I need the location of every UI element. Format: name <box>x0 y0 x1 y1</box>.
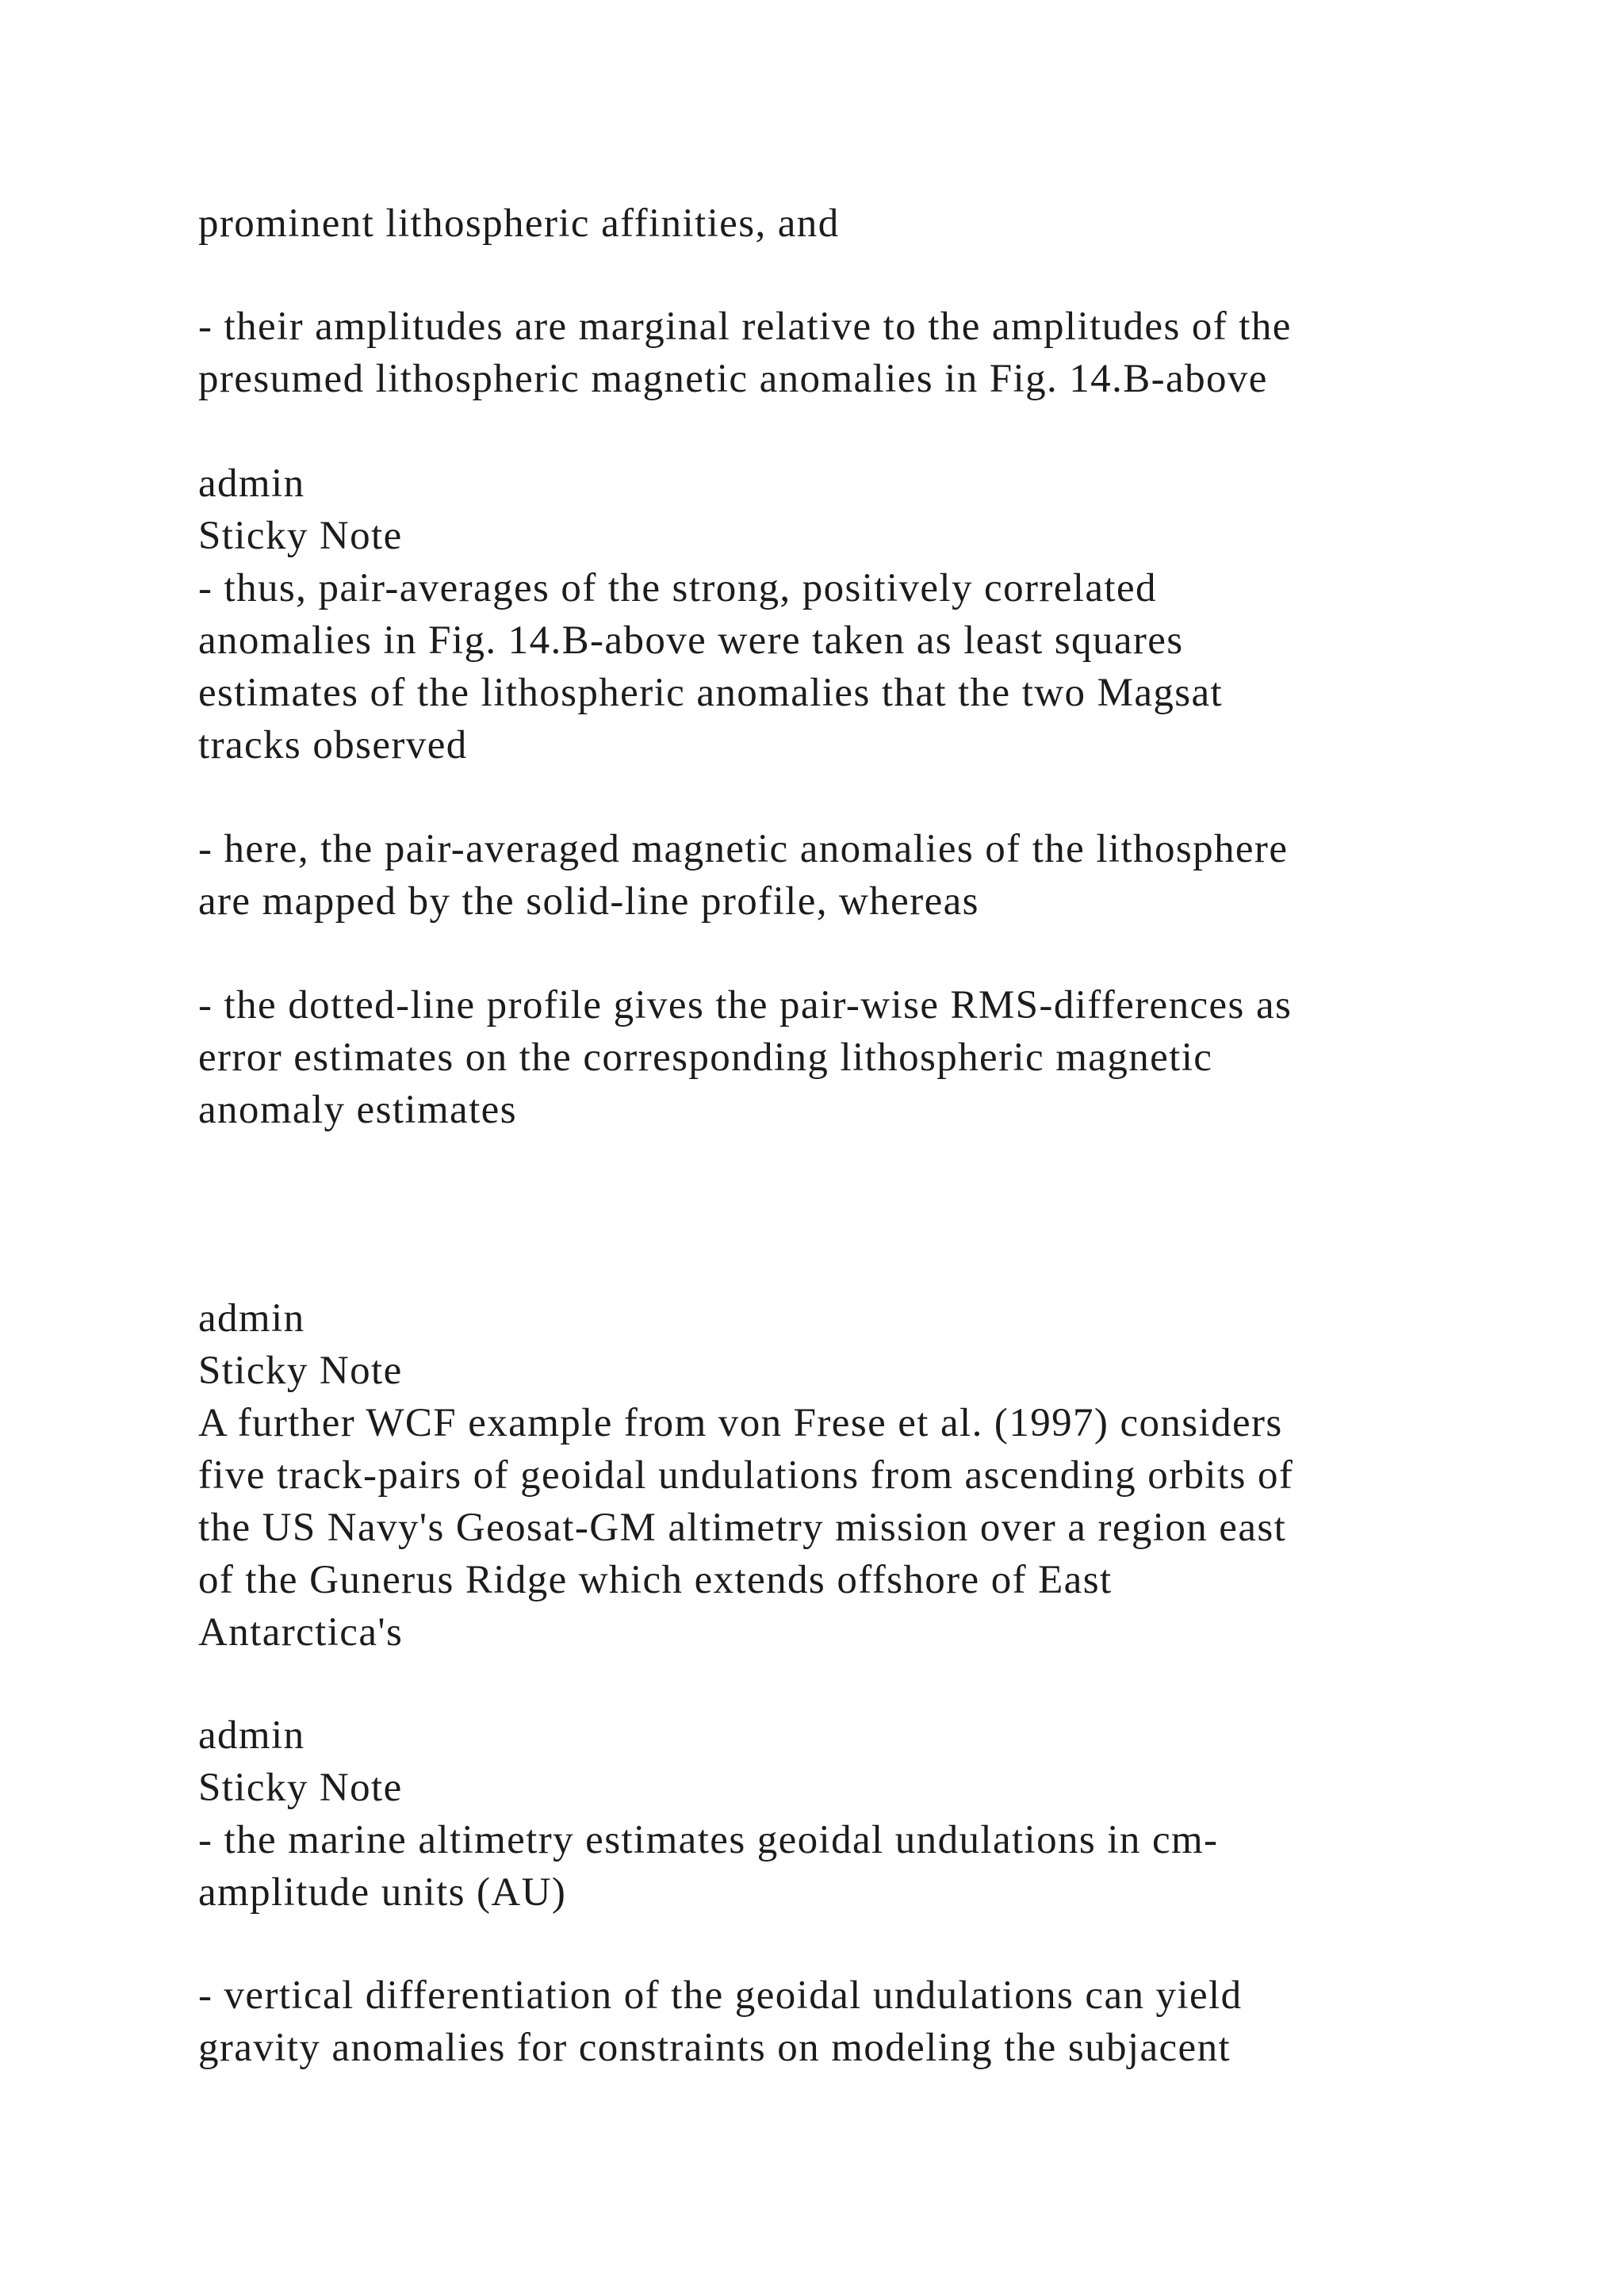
text-line: error estimates on the corresponding lithospheric magnetic <box>198 1035 1213 1080</box>
text-line: of the Gunerus Ridge which extends offshore of East <box>198 1558 1113 1602</box>
text-line: A further WCF example from von Frese et al. (1997) considers <box>198 1401 1283 1445</box>
text-line: anomaly estimates <box>198 1088 517 1132</box>
text-line: the US Navy's Geosat-GM altimetry mission over a region east <box>198 1506 1287 1550</box>
text-line: prominent lithospheric affinities, and <box>198 201 840 246</box>
text-line: - thus, pair-averages of the strong, positively correlated <box>198 566 1157 610</box>
sticky-note-label: Sticky Note <box>198 514 403 558</box>
text-line: - the marine altimetry estimates geoidal undulations in cm- <box>198 1818 1219 1862</box>
text-line: amplitude units (AU) <box>198 1870 567 1915</box>
text-line: anomalies in Fig. 14.B-above were taken as least squares <box>198 618 1184 663</box>
text-line: - here, the pair-averaged magnetic anomalies of the lithosphere <box>198 827 1289 871</box>
text-line: Antarctica's <box>198 1610 404 1655</box>
text-line: - their amplitudes are marginal relative to the amplitudes of the <box>198 304 1292 349</box>
text-line: estimates of the lithospheric anomalies that the two Magsat <box>198 671 1224 715</box>
text-line: five track-pairs of geoidal undulations from ascending orbits of <box>198 1453 1294 1498</box>
text-line: - the dotted-line profile gives the pair-wise RMS-differences as <box>198 983 1293 1027</box>
annotation-author: admin <box>198 461 305 506</box>
text-line: are mapped by the solid-line profile, whereas <box>198 879 979 924</box>
sticky-note-label: Sticky Note <box>198 1766 403 1810</box>
text-line: tracks observed <box>198 723 468 767</box>
text-line: - vertical differentiation of the geoidal undulations can yield <box>198 1973 1243 2018</box>
annotation-author: admin <box>198 1296 305 1341</box>
text-line: presumed lithospheric magnetic anomalies in Fig. 14.B-above <box>198 357 1268 401</box>
annotation-author: admin <box>198 1713 305 1758</box>
sticky-note-label: Sticky Note <box>198 1349 403 1393</box>
text-line: gravity anomalies for constraints on modeling the subjacent <box>198 2026 1231 2070</box>
